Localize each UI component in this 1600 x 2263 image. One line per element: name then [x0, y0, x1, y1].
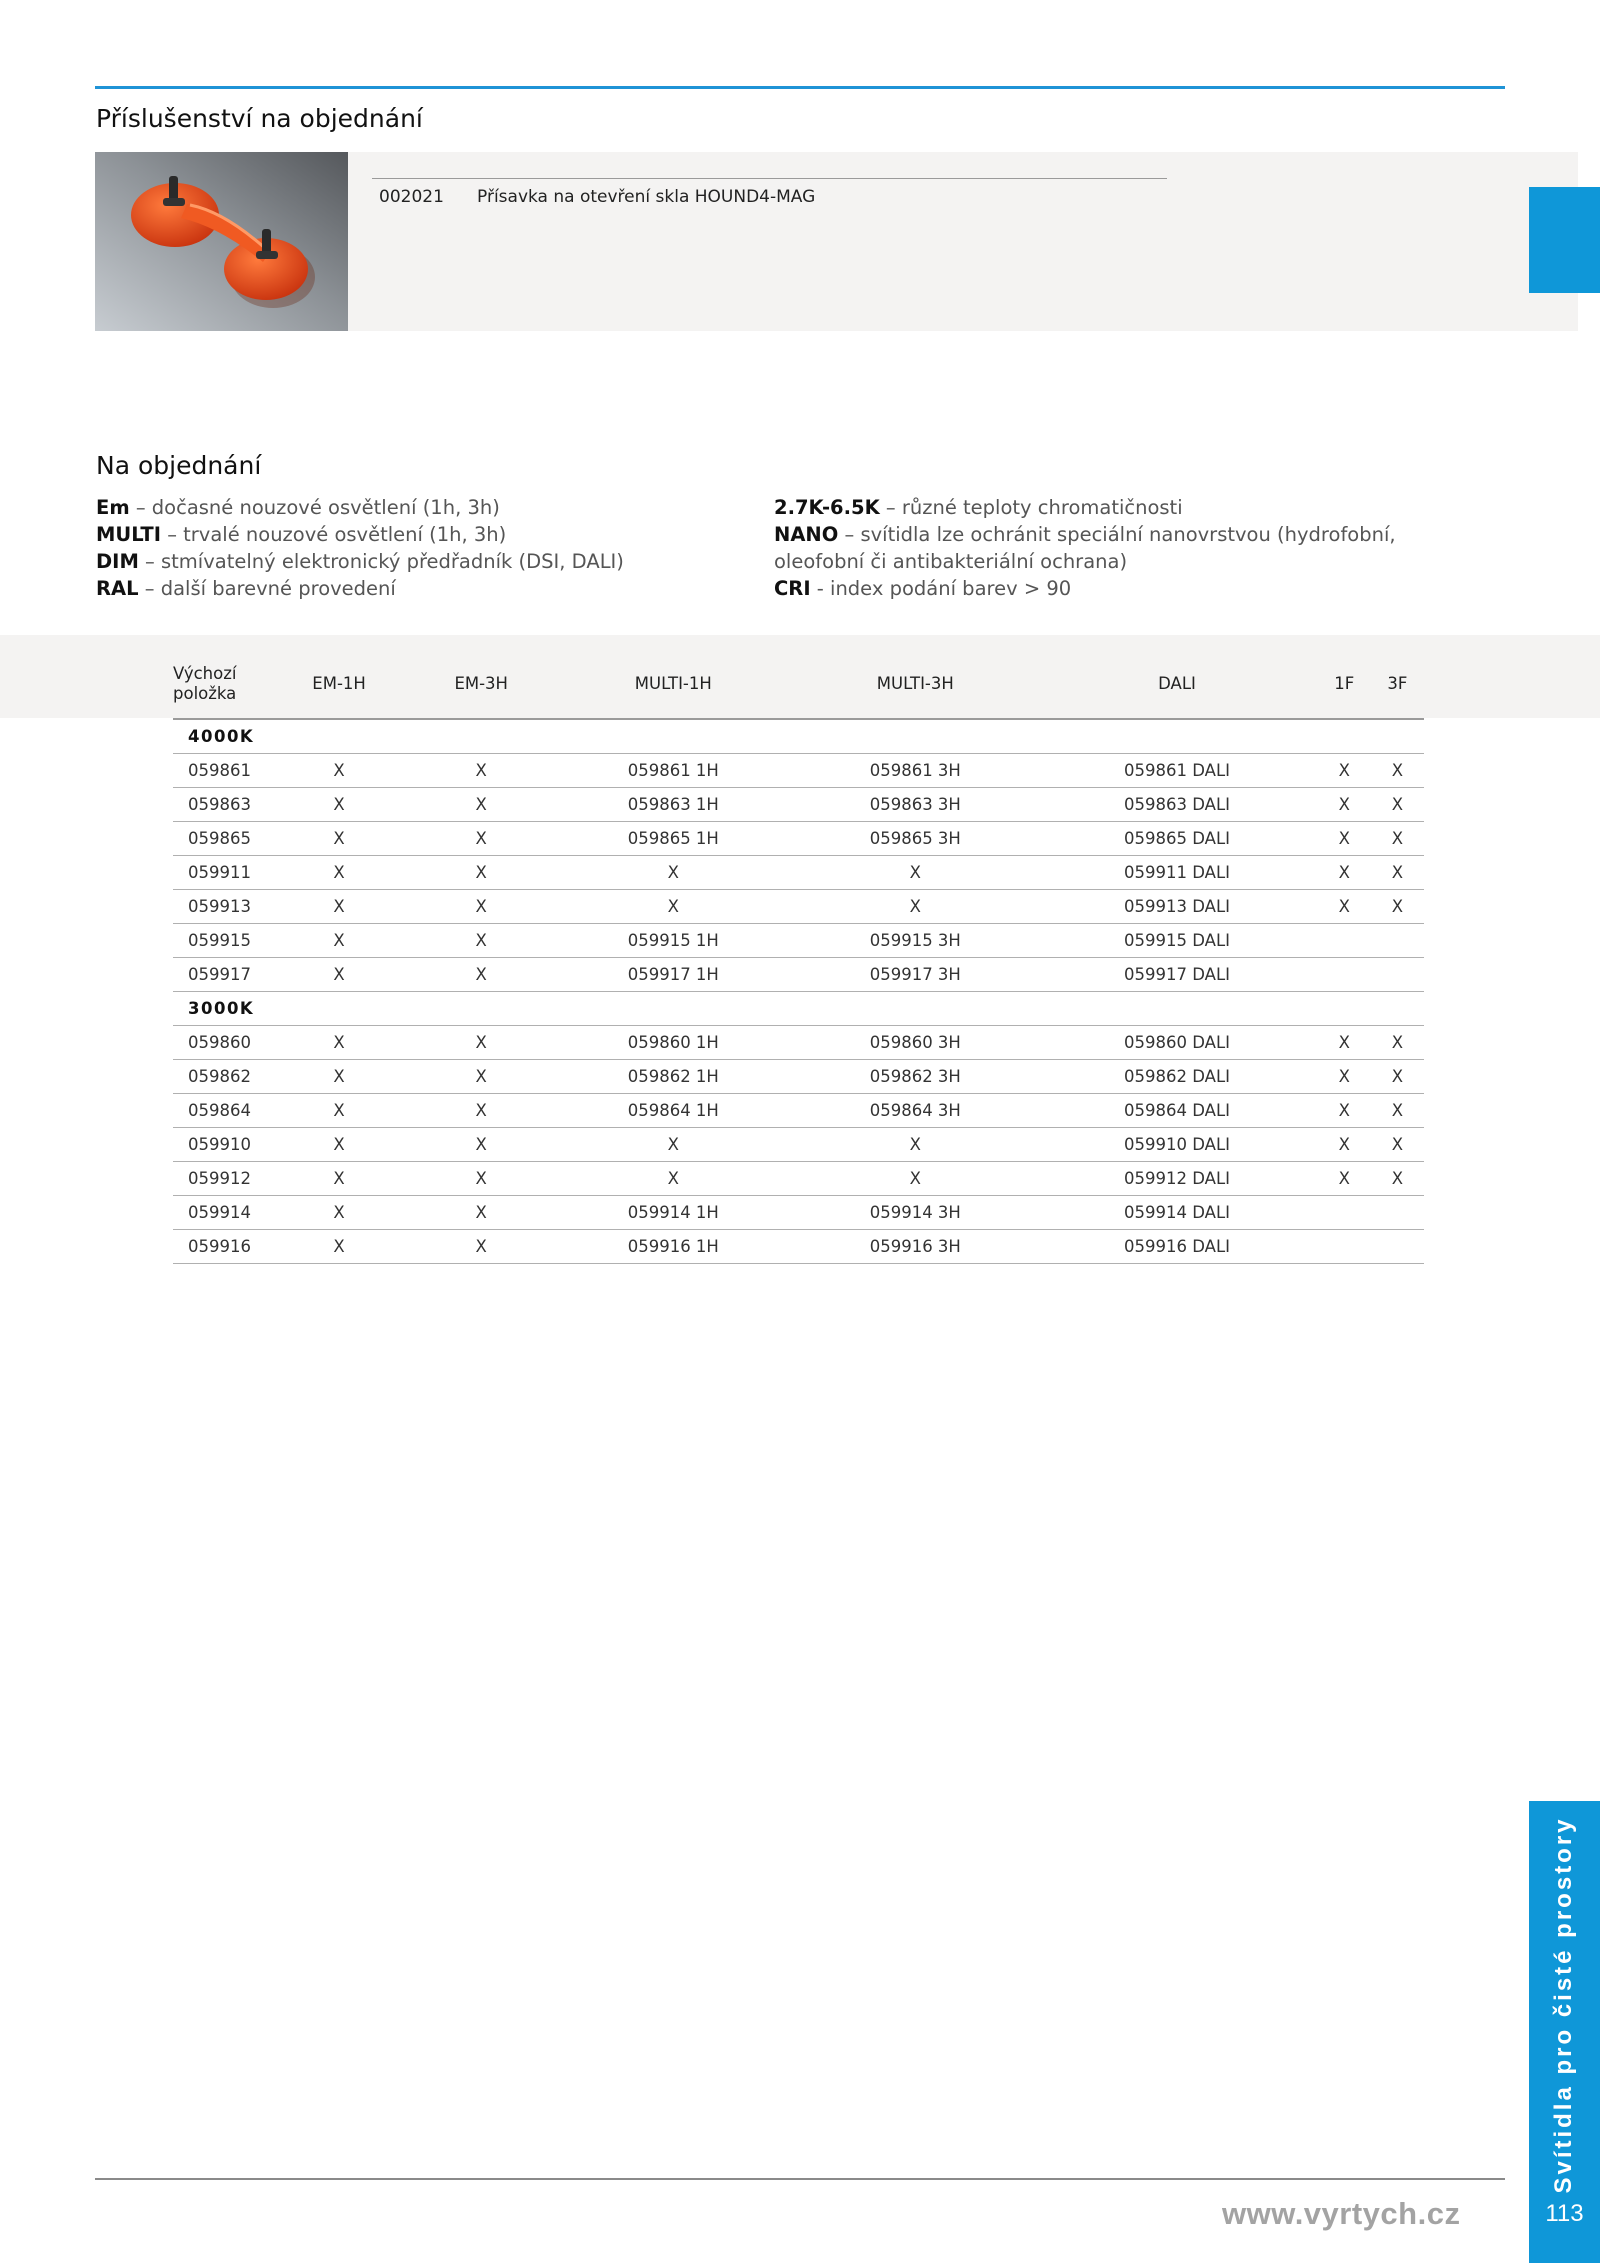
table-row — [173, 1026, 1424, 1060]
table-cell: 059911 DALI — [1036, 856, 1317, 890]
accessory-row — [372, 178, 1167, 207]
table-cell: 059917 — [173, 958, 268, 992]
legend-item-cct: 2.7K-6.5K – různé teploty chromatičnosti — [774, 496, 1183, 519]
table-cell: X — [1371, 1060, 1424, 1094]
table-row — [173, 958, 1424, 992]
table-cell: X — [410, 1060, 552, 1094]
table-cell: X — [1318, 1128, 1371, 1162]
section-side-label: Svítidla pro čisté prostory — [1550, 1816, 1577, 2194]
table-cell: X — [1371, 822, 1424, 856]
table-cell: X — [268, 1128, 410, 1162]
table-row — [173, 822, 1424, 856]
ordering-title: Na objednání — [96, 451, 262, 480]
table-cell: X — [552, 1162, 794, 1196]
table-cell: 059915 1H — [552, 924, 794, 958]
table-cell: X — [410, 1128, 552, 1162]
table-cell: 059917 1H — [552, 958, 794, 992]
legend-left — [96, 494, 736, 602]
table-group-row — [173, 992, 1424, 1026]
table-cell: X — [1371, 1128, 1424, 1162]
table-row — [173, 1230, 1424, 1264]
table-cell: X — [268, 1094, 410, 1128]
table-cell: X — [1371, 754, 1424, 788]
table-cell — [1318, 924, 1371, 958]
table-cell: 059916 — [173, 1230, 268, 1264]
header-dali: DALI — [1158, 674, 1196, 693]
table-row — [173, 1162, 1424, 1196]
table-cell: 059861 1H — [552, 754, 794, 788]
table-cell — [1371, 1196, 1424, 1230]
table-cell: 059860 DALI — [1036, 1026, 1317, 1060]
table-cell — [1371, 924, 1424, 958]
table-cell: X — [410, 1026, 552, 1060]
table-cell: X — [268, 754, 410, 788]
table-header-row — [173, 649, 1424, 719]
table-cell: 059914 DALI — [1036, 1196, 1317, 1230]
header-multi-3h: MULTI-3H — [876, 674, 954, 693]
table-cell: 059916 1H — [552, 1230, 794, 1264]
table-cell: 059916 DALI — [1036, 1230, 1317, 1264]
table-cell — [1371, 1230, 1424, 1264]
table-cell: 059865 DALI — [1036, 822, 1317, 856]
table-cell: X — [410, 958, 552, 992]
accessory-description: Přísavka na otevření skla HOUND4-MAG — [477, 187, 816, 207]
table-cell: X — [1371, 890, 1424, 924]
table-cell: X — [1318, 890, 1371, 924]
table-cell: X — [1371, 1094, 1424, 1128]
table-cell: 059863 DALI — [1036, 788, 1317, 822]
table-cell: 059912 DALI — [1036, 1162, 1317, 1196]
suction-cup-photo — [95, 152, 348, 331]
table-cell: X — [268, 1230, 410, 1264]
accessory-code: 002021 — [379, 187, 444, 207]
table-cell — [1318, 958, 1371, 992]
table-cell: X — [268, 958, 410, 992]
table-cell: X — [552, 1128, 794, 1162]
table-cell: X — [268, 788, 410, 822]
group-label: 4000K — [173, 719, 1424, 754]
table-cell: X — [268, 1026, 410, 1060]
table-cell: X — [1371, 1026, 1424, 1060]
table-cell: X — [410, 754, 552, 788]
header-3f: 3F — [1387, 674, 1408, 693]
header-base-item: Výchozí položka — [173, 663, 237, 703]
table-cell: 059910 — [173, 1128, 268, 1162]
table-cell: 059860 1H — [552, 1026, 794, 1060]
legend-item-multi: MULTI – trvalé nouzové osvětlení (1h, 3h) — [96, 523, 507, 546]
table-cell: 059864 — [173, 1094, 268, 1128]
table-cell: 059864 3H — [794, 1094, 1036, 1128]
section-tab-marker — [1529, 187, 1600, 293]
top-rule — [95, 86, 1505, 89]
table-cell: X — [794, 1128, 1036, 1162]
group-label: 3000K — [173, 992, 1424, 1026]
table-cell: 059861 — [173, 754, 268, 788]
table-cell: X — [268, 1162, 410, 1196]
table-cell: X — [268, 890, 410, 924]
page-number: 113 — [1545, 2200, 1584, 2227]
table-row — [173, 1196, 1424, 1230]
legend-right — [774, 494, 1424, 602]
table-cell: X — [1318, 754, 1371, 788]
legend-item-ral: RAL – další barevné provedení — [96, 577, 396, 600]
table-cell: 059861 3H — [794, 754, 1036, 788]
table-cell — [1371, 958, 1424, 992]
table-cell: X — [410, 1162, 552, 1196]
header-em-1h: EM-1H — [312, 674, 366, 693]
table-cell: 059865 1H — [552, 822, 794, 856]
table-row — [173, 1128, 1424, 1162]
table-cell: X — [1371, 1162, 1424, 1196]
table-cell: 059860 — [173, 1026, 268, 1060]
table-cell: 059861 DALI — [1036, 754, 1317, 788]
table-cell: 059863 3H — [794, 788, 1036, 822]
table-cell: 059917 3H — [794, 958, 1036, 992]
table-cell: 059915 — [173, 924, 268, 958]
table-cell: X — [410, 890, 552, 924]
table-cell: 059865 — [173, 822, 268, 856]
table-cell: 059913 DALI — [1036, 890, 1317, 924]
table-cell: 059910 DALI — [1036, 1128, 1317, 1162]
table-cell: 059864 1H — [552, 1094, 794, 1128]
header-em-3h: EM-3H — [454, 674, 508, 693]
table-row — [173, 1094, 1424, 1128]
website-url: www.vyrtych.cz — [1222, 2196, 1461, 2231]
legend-item-em: Em – dočasné nouzové osvětlení (1h, 3h) — [96, 496, 500, 519]
table-cell: X — [1318, 856, 1371, 890]
table-row — [173, 856, 1424, 890]
table-row — [173, 754, 1424, 788]
table-cell: X — [1318, 1026, 1371, 1060]
table-cell: X — [1318, 822, 1371, 856]
table-cell: 059862 — [173, 1060, 268, 1094]
table-cell: X — [268, 822, 410, 856]
table-cell: X — [1318, 788, 1371, 822]
table-cell: X — [410, 788, 552, 822]
table-cell: 059911 — [173, 856, 268, 890]
table-cell — [1318, 1230, 1371, 1264]
table-cell: X — [794, 856, 1036, 890]
table-cell: 059916 3H — [794, 1230, 1036, 1264]
table-cell: 059863 — [173, 788, 268, 822]
table-cell: 059860 3H — [794, 1026, 1036, 1060]
table-row — [173, 1060, 1424, 1094]
table-cell: X — [268, 924, 410, 958]
table-cell: 059912 — [173, 1162, 268, 1196]
table-group-row — [173, 719, 1424, 754]
table-cell: 059863 1H — [552, 788, 794, 822]
table-cell: 059862 1H — [552, 1060, 794, 1094]
table-cell: X — [268, 1196, 410, 1230]
table-cell: X — [1371, 788, 1424, 822]
table-cell: X — [552, 856, 794, 890]
table-cell — [1318, 1196, 1371, 1230]
table-row — [173, 890, 1424, 924]
table-row — [173, 788, 1424, 822]
legend-item-cri: CRI - index podání barev > 90 — [774, 577, 1072, 600]
table-cell: X — [1318, 1162, 1371, 1196]
table-cell: X — [794, 1162, 1036, 1196]
table-cell: X — [1318, 1060, 1371, 1094]
table-cell: X — [410, 856, 552, 890]
table-row — [173, 924, 1424, 958]
table-cell: X — [268, 1060, 410, 1094]
table-cell: X — [410, 1196, 552, 1230]
table-cell: X — [410, 822, 552, 856]
table-cell: X — [1371, 856, 1424, 890]
legend-item-dim: DIM – stmívatelný elektronický předřadník (DSI, DALI) — [96, 550, 624, 573]
table-cell: X — [268, 856, 410, 890]
table-cell: X — [794, 890, 1036, 924]
table-cell: X — [410, 1094, 552, 1128]
table-cell: 059915 3H — [794, 924, 1036, 958]
table-cell: X — [410, 924, 552, 958]
table-cell: 059917 DALI — [1036, 958, 1317, 992]
table-cell: 059914 — [173, 1196, 268, 1230]
table-cell: 059913 — [173, 890, 268, 924]
table-cell: 059864 DALI — [1036, 1094, 1317, 1128]
header-multi-1h: MULTI-1H — [634, 674, 712, 693]
accessories-title: Příslušenství na objednání — [96, 104, 423, 133]
table-cell: X — [410, 1230, 552, 1264]
table-cell: 059862 3H — [794, 1060, 1036, 1094]
accessories-band — [95, 152, 1578, 331]
ordering-table — [173, 649, 1424, 1264]
table-cell: 059862 DALI — [1036, 1060, 1317, 1094]
bottom-rule — [95, 2178, 1505, 2180]
legend-item-nano: NANO – svítidla lze ochránit speciální nanovrstvou (hydrofobní, oleofobní či antibakteriální ochrana) — [774, 523, 1396, 573]
header-1f: 1F — [1334, 674, 1355, 693]
table-cell: X — [1318, 1094, 1371, 1128]
table-cell: 059865 3H — [794, 822, 1036, 856]
table-cell: 059914 3H — [794, 1196, 1036, 1230]
table-cell: X — [552, 890, 794, 924]
table-cell: 059915 DALI — [1036, 924, 1317, 958]
table-cell: 059914 1H — [552, 1196, 794, 1230]
